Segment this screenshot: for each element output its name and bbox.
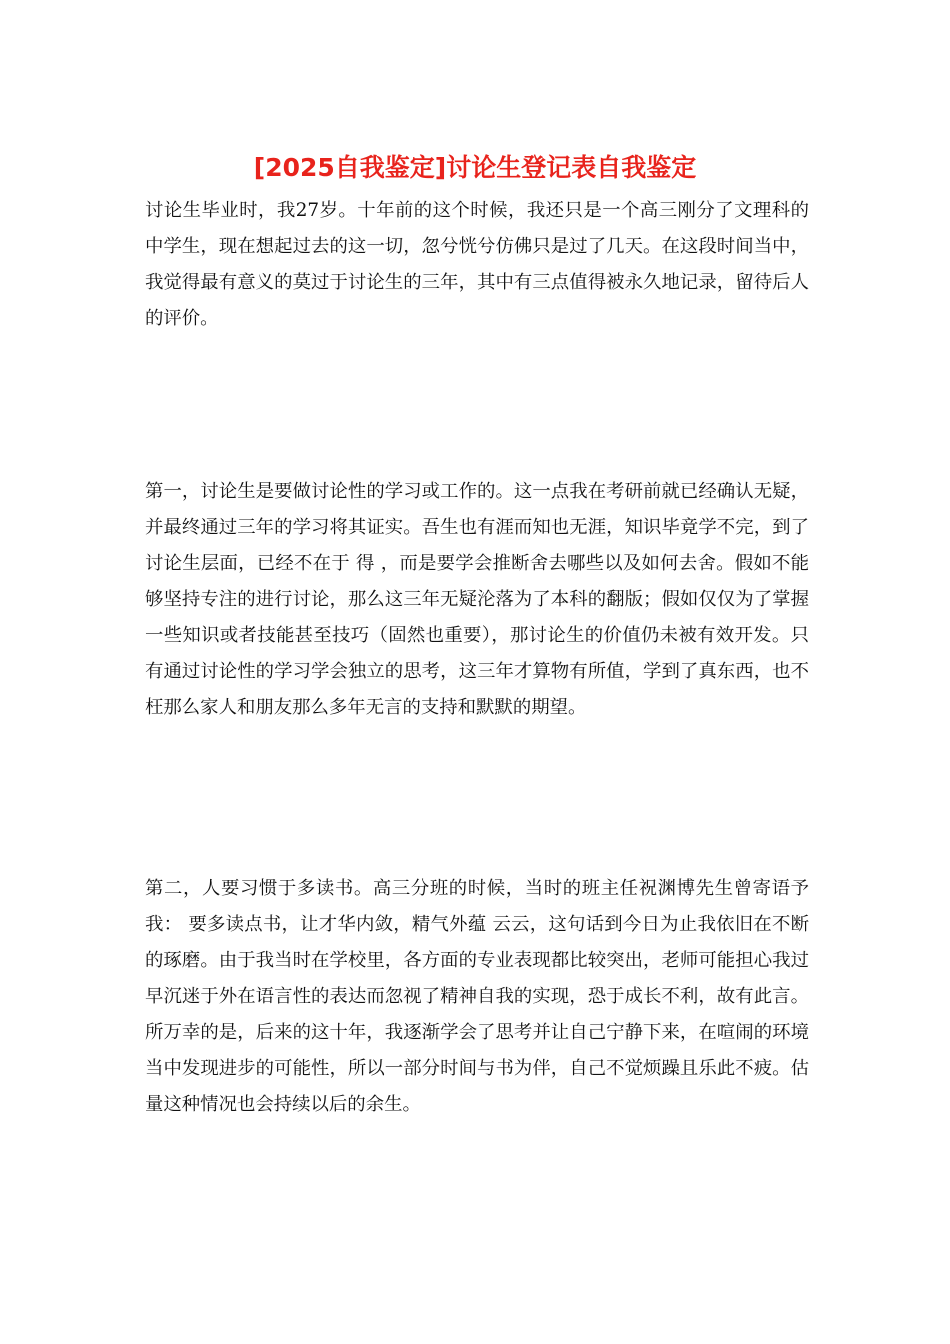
document-title: [2025自我鉴定]讨论生登记表自我鉴定: [253, 153, 697, 182]
paragraph-second-point: 第二，人要习惯于多读书。高三分班的时候，当时的班主任祝渊博先生曾寄语予我： 要多读点书，让才华内敛，精气外蕴 云云，这句话到今日为止我依旧在不断的琢磨。由于我当时在学校里，各方面的专业表现都比较突出，老师可能担心我过早沉迷于外在语言性的表达而忽视了精神自我的实现，恐于成长不利，故有此言。所万幸的是，后来的这十年，我逐渐学会了思考并让自己宁静下来，在喧闹的环境当中发现进步的可能性，所以一部分时间与书为伴，自己不觉烦躁且乐此不疲。估量这种情况也会持续以后的余生。: [145, 878, 809, 1115]
paragraph-first-point: 第一，讨论生是要做讨论性的学习或工作的。这一点我在考研前就已经确认无疑，并最终通过三年的学习将其证实。吾生也有涯而知也无涯，知识毕竟学不完，到了讨论生层面，已经不在于 得 ，而是要学会推断舍去哪些以及如何去舍。假如不能够坚持专注的进行讨论，那么这三年无疑沦落为了本科的翻版；假如仅仅为了掌握一些知识或者技能甚至技巧（固然也重要），那讨论生的价值仍未被有效开发。只有通过讨论性的学习学会独立的思考，这三年才算物有所值，学到了真东西，也不枉那么家人和朋友那么多年无言的支持和默默的期望。: [145, 481, 809, 718]
paragraph-intro: 讨论生毕业时，我27岁。十年前的这个时候，我还只是一个高三刚分了文理科的中学生，现在想起过去的这一切，忽兮恍兮仿佛只是过了几天。在这段时间当中，我觉得最有意义的莫过于讨论生的三年，其中有三点值得被永久地记录，留待后人的评价。: [145, 200, 809, 329]
